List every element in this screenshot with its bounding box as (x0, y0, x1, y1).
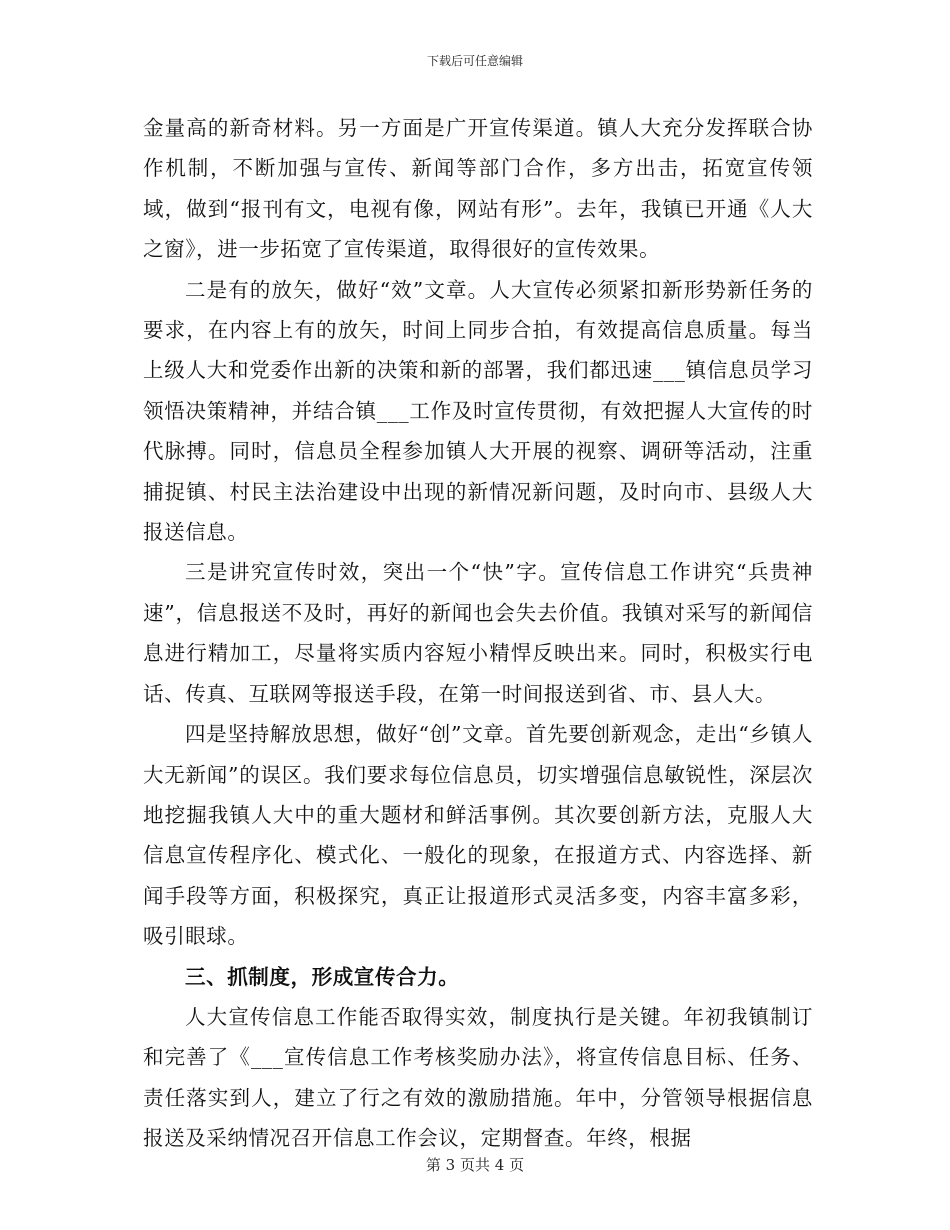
paragraph-efficiency: 二是有的放矢，做好“效”文章。人大宣传必须紧扣新形势新任务的要求，在内容上有的放矢，时间上同步合拍，有效提高信息质量。每当上级人大和党委作出新的决策和新的部署，我们都迅速___镇信息员学习领悟决策精神，并结合镇___工作及时宣传贯彻，有效把握人大宣传的时代脉搏。同时，信息员全程参加镇人大开展的视察、调研等活动，注重捕捉镇、村民主法治建设中出现的新情况新问题，及时向市、县级人大报送信息。 (143, 277, 813, 545)
paragraph-system: 人大宣传信息工作能否取得实效，制度执行是关键。年初我镇制订和完善了《___宣传信息工作考核奖励办法》，将宣传信息目标、任务、责任落实到人，建立了行之有效的激励措施。年中，分管领导根据信息报送及采纳情况召开信息工作会议，定期督查。年终，根据 (143, 1004, 813, 1151)
document-body (143, 108, 813, 1159)
section-heading: 三、抓制度，形成宣传合力。 (185, 964, 460, 989)
paragraph-innovation: 四是坚持解放思想，做好“创”文章。首先要创新观念，走出“乡镇人大无新闻”的误区。我们要求每位信息员，切实增强信息敏锐性，深层次地挖掘我镇人大中的重大题材和鲜活事例。其次要创新方法，克服人大信息宣传程序化、模式化、一般化的现象，在报道方式、内容选择、新闻手段等方面，积极探究，真正让报道形式灵活多变，内容丰富多彩，吸引眼球。 (143, 722, 813, 949)
paragraph-timeliness: 三是讲究宣传时效，突出一个“快”字。宣传信息工作讲究“兵贵神速”，信息报送不及时，再好的新闻也会失去价值。我镇对采写的新闻信息进行精加工，尽量将实质内容短小精悍反映出来。同时，积极实行电话、传真、互联网等报送手段，在第一时间报送到省、市、县人大。 (143, 560, 813, 706)
paragraph-continued: 金量高的新奇材料。另一方面是广开宣传渠道。镇人大充分发挥联合协作机制，不断加强与宣传、新闻等部门合作，多方出击，拓宽宣传领域，做到“报刊有文，电视有像，网站有形”。去年，我镇已开通《人大之窗》，进一步拓宽了宣传渠道，取得很好的宣传效果。 (143, 116, 813, 262)
page-footer: 第 3 页共 4 页 (425, 1156, 525, 1174)
page-header: 下载后可任意编辑 (426, 54, 523, 68)
